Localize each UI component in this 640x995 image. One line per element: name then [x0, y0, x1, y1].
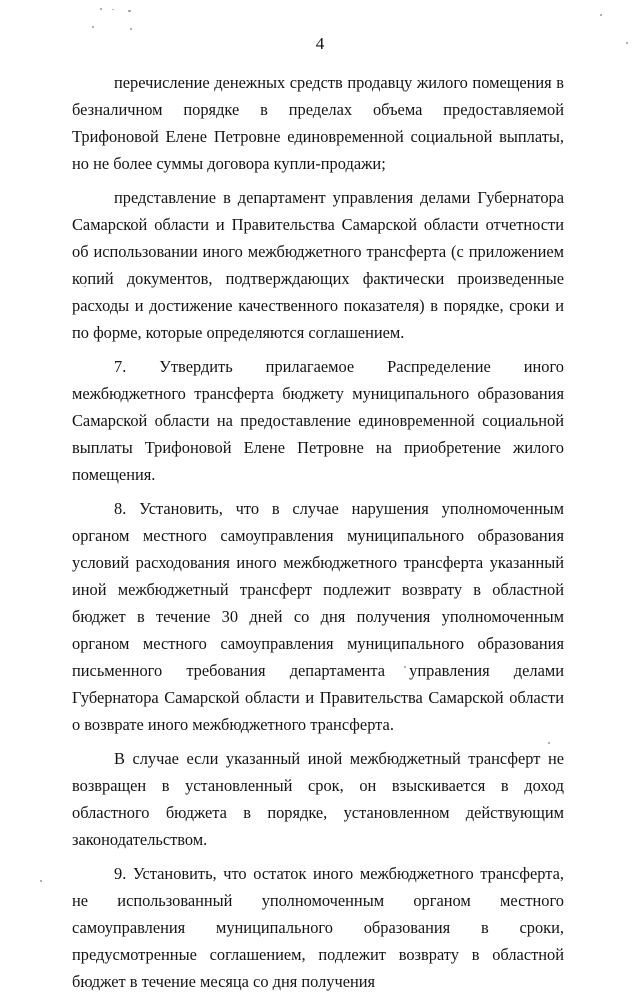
scan-speck: [100, 8, 102, 10]
paragraph-payment-transfer: перечисление денежных средств продавцу жилого помещения в безналичном порядке в пределах объема предоставляемой Трифоновой Елене Петровне единовременной социальной выплаты, но не более суммы договора купли-продажи;: [72, 73, 564, 173]
paragraph-item-8: 8. Установить, что в случае нарушения уполномоченным органом местного самоуправления муниципального образования условий расходования иного межбюджетного трансферта указанный иной межбюджетный трансферт подлежит возврату в областной бюджет в течение 30 дней со дня получения уполномоченным органом местного самоуправления муниципального образования письменного требования департамента управления делами Губернатора Самарской области и Правительства Самарской области о возврате иного межбюджетного трансферта.: [72, 499, 564, 734]
scan-speck: [40, 880, 42, 882]
paragraph-item-7: 7. Утвердить прилагаемое Распределение иного межбюджетного трансферта бюджету муниципального образования Самарской области на предоставление единовременной социальной выплаты Трифоновой Елене Петровне на приобретение жилого помещения.: [72, 357, 564, 484]
scan-speck: [92, 26, 94, 28]
scan-speck: [112, 9, 114, 10]
paragraph-recovery: В случае если указанный иной межбюджетный трансферт не возвращен в установленный срок, он взыскивается в доход областного бюджета в порядке, установленном действующим законодательством.: [72, 749, 564, 849]
paragraph-item-9: 9. Установить, что остаток иного межбюджетного трансферта, не использованный уполномоченным органом местного самоуправления муниципального образования в сроки, предусмотренные соглашением, подлежит возврату в областной бюджет в течение месяца со дня получения: [72, 864, 564, 991]
scan-speck: [600, 14, 602, 16]
paragraph-reporting: представление в департамент управления делами Губернатора Самарской области и Правительства Самарской области отчетности об использовании иного межбюджетного трансферта (с приложением копий документов, подтверждающих фактически произведенные расходы и достижение качественного показателя) в порядке, сроки и по форме, которые определяются соглашением.: [72, 188, 564, 342]
scan-speck: [128, 10, 131, 12]
scan-speck: [130, 28, 132, 30]
page-number: 4: [315, 34, 325, 53]
document-body: [72, 69, 564, 995]
